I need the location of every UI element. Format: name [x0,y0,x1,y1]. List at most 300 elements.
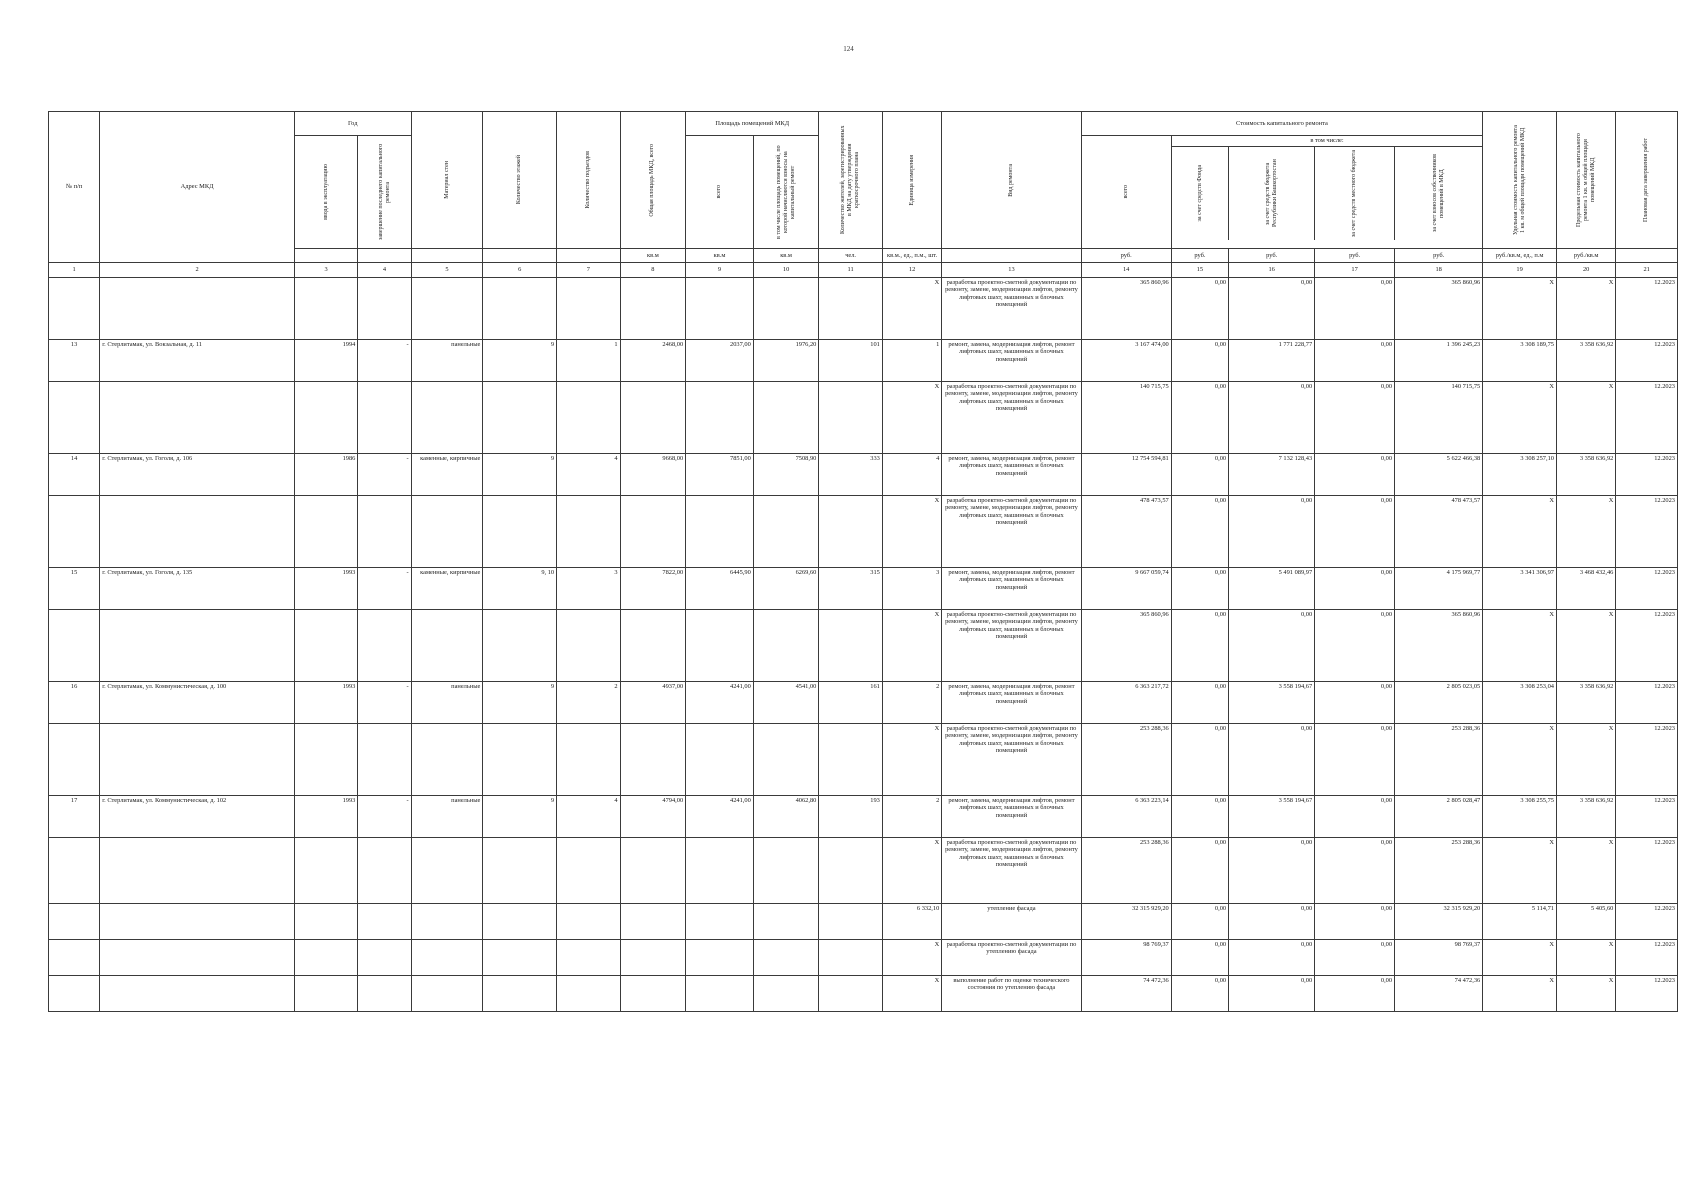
row-cost-fund: 0,00 [1171,568,1228,610]
unit-c19: руб./кв.м, ед., п.м [1483,249,1557,263]
row-residents [819,838,883,904]
column-number: 2 [100,263,295,278]
row-year-commission [294,838,358,904]
row-year-commission [294,278,358,340]
row-year-last-repair: - [358,454,411,496]
row-wall-material [411,976,483,1012]
row-cost-owners: 365 860,96 [1395,278,1483,340]
table-row [49,610,1678,682]
column-number: 21 [1616,263,1678,278]
row-entrances: 1 [557,340,621,382]
row-premises-total [686,382,754,454]
row-cost-local: 0,00 [1315,904,1395,940]
unit-c15: руб. [1171,249,1228,263]
table-row [49,568,1678,610]
header-republic: за счет средств бюджета Республики Башкортостан [1229,147,1315,240]
header-cost: Стоимость капитального ремонта [1081,112,1483,136]
row-deadline: 12.2023 [1616,838,1678,904]
row-cost-republic: 0,00 [1229,838,1315,904]
row-unit-cost: X [1483,610,1557,682]
row-premises-total: 6445,90 [686,568,754,610]
row-premises-total [686,496,754,568]
unit-c10: кв.м [753,249,819,263]
row-address [100,940,295,976]
row-cost-owners: 2 805 023,05 [1395,682,1483,724]
row-year-commission [294,904,358,940]
row-floors [483,278,557,340]
row-floors: 9 [483,454,557,496]
row-residents [819,382,883,454]
row-cost-local: 0,00 [1315,796,1395,838]
row-premises-residential [753,976,819,1012]
row-wall-material [411,940,483,976]
row-cost-republic: 5 491 089,97 [1229,568,1315,610]
row-unit: X [882,838,941,904]
row-wall-material [411,278,483,340]
unit-c16: руб. [1229,249,1315,263]
table-row [49,278,1678,340]
row-entrances: 2 [557,682,621,724]
row-residents [819,940,883,976]
row-cost-republic: 0,00 [1229,976,1315,1012]
row-unit-cost: X [1483,724,1557,796]
row-deadline: 12.2023 [1616,904,1678,940]
column-number: 5 [411,263,483,278]
unit-c21 [1616,249,1678,263]
row-total-area [620,382,686,454]
row-address [100,976,295,1012]
row-total-area: 4794,00 [620,796,686,838]
unit-c3 [294,249,358,263]
row-cost-local: 0,00 [1315,940,1395,976]
row-limit-cost: X [1556,610,1615,682]
row-number [49,278,100,340]
row-cost-total: 6 363 217,72 [1081,682,1171,724]
row-wall-material [411,904,483,940]
header-including-group [1171,136,1482,249]
row-number: 14 [49,454,100,496]
row-cost-fund: 0,00 [1171,904,1228,940]
header-fund: за счет средств Фонда [1172,147,1230,240]
row-number [49,904,100,940]
row-repair-type: ремонт, замена, модернизация лифтов, ремонт лифтовых шахт, машинных и блочных помещений [942,682,1081,724]
row-unit-cost: X [1483,278,1557,340]
row-unit: X [882,610,941,682]
row-repair-type: разработка проектно-сметной документации по ремонту, замене, модернизации лифтов, ремонту лифтовых шахт, машинных и блочных помещений [942,496,1081,568]
row-premises-residential: 6269,60 [753,568,819,610]
row-premises-total: 2037,00 [686,340,754,382]
row-cost-total: 140 715,75 [1081,382,1171,454]
row-premises-total: 4241,00 [686,796,754,838]
row-entrances: 4 [557,454,621,496]
row-cost-local: 0,00 [1315,340,1395,382]
row-repair-type: разработка проектно-сметной документации по утеплению фасада [942,940,1081,976]
row-premises-residential [753,496,819,568]
row-total-area [620,496,686,568]
row-cost-republic: 0,00 [1229,724,1315,796]
row-limit-cost: X [1556,724,1615,796]
row-repair-type: утепление фасада [942,904,1081,940]
row-cost-total: 98 769,37 [1081,940,1171,976]
row-cost-fund: 0,00 [1171,382,1228,454]
unit-c18: руб. [1395,249,1483,263]
row-wall-material: каменные, кирпичные [411,454,483,496]
row-year-commission: 1993 [294,568,358,610]
row-entrances: 4 [557,796,621,838]
row-unit: 2 [882,682,941,724]
row-cost-owners: 32 315 929,20 [1395,904,1483,940]
row-unit-cost: X [1483,976,1557,1012]
column-number: 4 [358,263,411,278]
row-unit: X [882,940,941,976]
row-floors [483,904,557,940]
row-premises-residential [753,610,819,682]
row-number [49,838,100,904]
row-cost-owners: 98 769,37 [1395,940,1483,976]
table-row [49,496,1678,568]
row-wall-material [411,496,483,568]
row-cost-owners: 253 288,36 [1395,724,1483,796]
row-floors: 9 [483,340,557,382]
row-total-area [620,976,686,1012]
row-unit: 6 332,10 [882,904,941,940]
row-residents: 193 [819,796,883,838]
row-year-commission [294,382,358,454]
column-number: 6 [483,263,557,278]
row-year-last-repair [358,838,411,904]
row-cost-owners: 2 805 028,47 [1395,796,1483,838]
header-wall-material: Материал стен [411,112,483,249]
row-limit-cost: 3 358 636,92 [1556,796,1615,838]
row-limit-cost: X [1556,496,1615,568]
header-premises-area: Площадь помещений МКД [686,112,819,136]
row-cost-fund: 0,00 [1171,976,1228,1012]
row-residents: 315 [819,568,883,610]
row-address: г. Стерлитамак, ул. Вокзальная, д. 11 [100,340,295,382]
row-cost-fund: 0,00 [1171,796,1228,838]
row-residents [819,610,883,682]
row-repair-type: разработка проектно-сметной документации по ремонту, замене, модернизации лифтов, ремонту лифтовых шахт, машинных и блочных помещений [942,382,1081,454]
column-number: 10 [753,263,819,278]
row-year-last-repair: - [358,682,411,724]
row-cost-republic: 0,00 [1229,278,1315,340]
column-number: 13 [942,263,1081,278]
row-number [49,940,100,976]
unit-c5 [411,249,483,263]
row-repair-type: разработка проектно-сметной документации по ремонту, замене, модернизации лифтов, ремонту лифтовых шахт, машинных и блочных помещений [942,610,1081,682]
row-number [49,382,100,454]
row-unit: 4 [882,454,941,496]
row-cost-owners: 365 860,96 [1395,610,1483,682]
row-limit-cost: X [1556,278,1615,340]
row-cost-fund: 0,00 [1171,496,1228,568]
row-entrances [557,940,621,976]
column-number: 1 [49,263,100,278]
row-cost-owners: 478 473,57 [1395,496,1483,568]
row-cost-total: 3 167 474,00 [1081,340,1171,382]
row-wall-material [411,610,483,682]
row-wall-material [411,382,483,454]
row-premises-residential [753,724,819,796]
column-number: 9 [686,263,754,278]
table-body [49,278,1678,1012]
header-limit-cost: Предельная стоимость капитального ремонта 1 кв. м общей площади помещений МКД [1556,112,1615,249]
row-cost-total: 74 472,36 [1081,976,1171,1012]
row-address [100,904,295,940]
row-floors [483,382,557,454]
row-cost-local: 0,00 [1315,454,1395,496]
row-cost-local: 0,00 [1315,496,1395,568]
row-year-commission [294,724,358,796]
row-year-last-repair [358,278,411,340]
row-floors: 9, 10 [483,568,557,610]
row-cost-owners: 1 396 245,23 [1395,340,1483,382]
column-number: 18 [1395,263,1483,278]
row-address [100,838,295,904]
row-unit-cost: X [1483,382,1557,454]
row-year-commission [294,940,358,976]
header-deadline: Плановая дата завершения работ [1616,112,1678,249]
unit-c9: кв.м [686,249,754,263]
row-residents: 161 [819,682,883,724]
header-floors: Количество этажей [483,112,557,249]
row-cost-local: 0,00 [1315,568,1395,610]
row-limit-cost: X [1556,838,1615,904]
table-row [49,724,1678,796]
capital-repair-table [48,111,1678,1012]
row-repair-type: разработка проектно-сметной документации по ремонту, замене, модернизации лифтов, ремонту лифтовых шахт, машинных и блочных помещений [942,724,1081,796]
row-residents [819,496,883,568]
header-address: Адрес МКД [100,112,295,263]
row-deadline: 12.2023 [1616,340,1678,382]
row-total-area: 7822,00 [620,568,686,610]
row-unit-cost: 3 308 257,10 [1483,454,1557,496]
row-year-last-repair [358,940,411,976]
unit-c7 [557,249,621,263]
row-address [100,382,295,454]
column-number: 12 [882,263,941,278]
row-address [100,496,295,568]
row-number: 16 [49,682,100,724]
row-wall-material [411,838,483,904]
row-number: 15 [49,568,100,610]
row-unit: 2 [882,796,941,838]
unit-c14: руб. [1081,249,1171,263]
row-cost-total: 478 473,57 [1081,496,1171,568]
row-residents: 101 [819,340,883,382]
row-cost-owners: 4 175 969,77 [1395,568,1483,610]
row-wall-material: панельные [411,796,483,838]
column-number: 17 [1315,263,1395,278]
row-limit-cost: 5 405,60 [1556,904,1615,940]
row-entrances [557,278,621,340]
row-repair-type: разработка проектно-сметной документации по ремонту, замене, модернизации лифтов, ремонту лифтовых шахт, машинных и блочных помещений [942,278,1081,340]
row-residents: 333 [819,454,883,496]
row-year-last-repair [358,904,411,940]
row-cost-owners: 74 472,36 [1395,976,1483,1012]
row-wall-material [411,724,483,796]
row-total-area: 4937,00 [620,682,686,724]
row-year-commission [294,976,358,1012]
header-owners: за счет взносов собственников помещений в МКД [1431,154,1445,233]
row-year-last-repair [358,382,411,454]
table-row [49,340,1678,382]
row-year-last-repair [358,976,411,1012]
row-cost-republic: 0,00 [1229,382,1315,454]
row-year-last-repair [358,724,411,796]
table-row [49,796,1678,838]
row-cost-fund: 0,00 [1171,682,1228,724]
header-year: Год [294,112,411,136]
row-year-commission: 1993 [294,796,358,838]
row-cost-total: 32 315 929,20 [1081,904,1171,940]
row-unit-cost: 5 114,71 [1483,904,1557,940]
row-cost-fund: 0,00 [1171,278,1228,340]
row-cost-total: 365 860,96 [1081,610,1171,682]
row-year-last-repair: - [358,796,411,838]
table-row [49,682,1678,724]
row-unit: X [882,382,941,454]
row-premises-total [686,940,754,976]
row-deadline: 12.2023 [1616,454,1678,496]
row-cost-republic: 3 558 194,67 [1229,682,1315,724]
row-cost-total: 253 288,36 [1081,724,1171,796]
row-year-commission: 1993 [294,682,358,724]
row-cost-local: 0,00 [1315,610,1395,682]
row-premises-total: 4241,00 [686,682,754,724]
header-premises-residential: в том числе площадь помещений, по которой начисляются взносы на капитальный ремонт [753,136,819,249]
row-unit: X [882,278,941,340]
row-residents [819,724,883,796]
row-deadline: 12.2023 [1616,940,1678,976]
row-premises-total [686,904,754,940]
row-cost-republic: 0,00 [1229,496,1315,568]
row-total-area [620,724,686,796]
row-total-area [620,278,686,340]
row-total-area: 2468,00 [620,340,686,382]
row-total-area [620,610,686,682]
row-entrances [557,976,621,1012]
row-unit: X [882,976,941,1012]
header-total-area: Общая площадь МКД, всего [620,112,686,249]
row-premises-total: 7851,00 [686,454,754,496]
row-premises-residential [753,904,819,940]
header-premises-total: всего [686,136,754,249]
column-number: 8 [620,263,686,278]
row-address [100,724,295,796]
row-year-commission: 1986 [294,454,358,496]
row-residents [819,904,883,940]
table-row [49,904,1678,940]
row-cost-total: 9 667 059,74 [1081,568,1171,610]
row-deadline: 12.2023 [1616,568,1678,610]
row-cost-fund: 0,00 [1171,454,1228,496]
row-year-commission: 1994 [294,340,358,382]
row-cost-republic: 3 558 194,67 [1229,796,1315,838]
table-row [49,382,1678,454]
row-number [49,724,100,796]
row-cost-republic: 0,00 [1229,940,1315,976]
unit-c6 [483,249,557,263]
row-floors [483,940,557,976]
header-entrances: Количество подъездов [557,112,621,249]
row-unit-cost: 3 308 253,04 [1483,682,1557,724]
row-address: г. Стерлитамак, ул. Гоголя, д. 106 [100,454,295,496]
row-total-area: 9668,00 [620,454,686,496]
row-floors [483,976,557,1012]
row-number [49,610,100,682]
row-repair-type: ремонт, замена, модернизация лифтов, ремонт лифтовых шахт, машинных и блочных помещений [942,454,1081,496]
row-deadline: 12.2023 [1616,278,1678,340]
row-entrances [557,904,621,940]
row-deadline: 12.2023 [1616,496,1678,568]
row-cost-republic: 7 132 128,43 [1229,454,1315,496]
row-cost-total: 12 754 594,81 [1081,454,1171,496]
row-cost-owners: 140 715,75 [1395,382,1483,454]
row-year-commission [294,610,358,682]
row-unit: X [882,724,941,796]
unit-c13 [942,249,1081,263]
row-entrances [557,610,621,682]
unit-c17: руб. [1315,249,1395,263]
row-cost-fund: 0,00 [1171,724,1228,796]
row-cost-fund: 0,00 [1171,940,1228,976]
row-total-area [620,904,686,940]
header-including: в том числе: [1172,136,1482,147]
row-number [49,496,100,568]
row-cost-local: 0,00 [1315,838,1395,904]
row-cost-republic: 0,00 [1229,610,1315,682]
table-row [49,838,1678,904]
column-number: 14 [1081,263,1171,278]
header-cost-total: всего [1081,136,1171,249]
column-number: 3 [294,263,358,278]
header-year-commission: ввода в эксплуатацию [294,136,358,249]
row-cost-fund: 0,00 [1171,838,1228,904]
header-year-last-repair: завершение последнего капитального ремонта [358,136,411,249]
row-floors [483,610,557,682]
row-premises-residential: 4541,00 [753,682,819,724]
column-number: 11 [819,263,883,278]
row-year-last-repair [358,496,411,568]
page-number: 124 [843,45,854,53]
table-row [49,454,1678,496]
row-year-last-repair: - [358,340,411,382]
column-number: 16 [1229,263,1315,278]
row-floors [483,496,557,568]
row-premises-residential [753,278,819,340]
row-address: г. Стерлитамак, ул. Коммунистическая, д. 102 [100,796,295,838]
row-cost-total: 365 860,96 [1081,278,1171,340]
row-deadline: 12.2023 [1616,976,1678,1012]
row-total-area [620,940,686,976]
row-residents [819,976,883,1012]
row-unit-cost: X [1483,496,1557,568]
row-premises-total [686,610,754,682]
row-premises-total [686,976,754,1012]
column-number: 7 [557,263,621,278]
row-deadline: 12.2023 [1616,382,1678,454]
row-limit-cost: 3 358 636,92 [1556,682,1615,724]
row-cost-local: 0,00 [1315,682,1395,724]
column-number: 15 [1171,263,1228,278]
row-entrances: 3 [557,568,621,610]
row-residents [819,278,883,340]
row-unit-cost: X [1483,838,1557,904]
row-repair-type: разработка проектно-сметной документации по ремонту, замене, модернизации лифтов, ремонту лифтовых шахт, машинных и блочных помещений [942,838,1081,904]
row-wall-material: панельные [411,340,483,382]
row-wall-material: каменные, кирпичные [411,568,483,610]
